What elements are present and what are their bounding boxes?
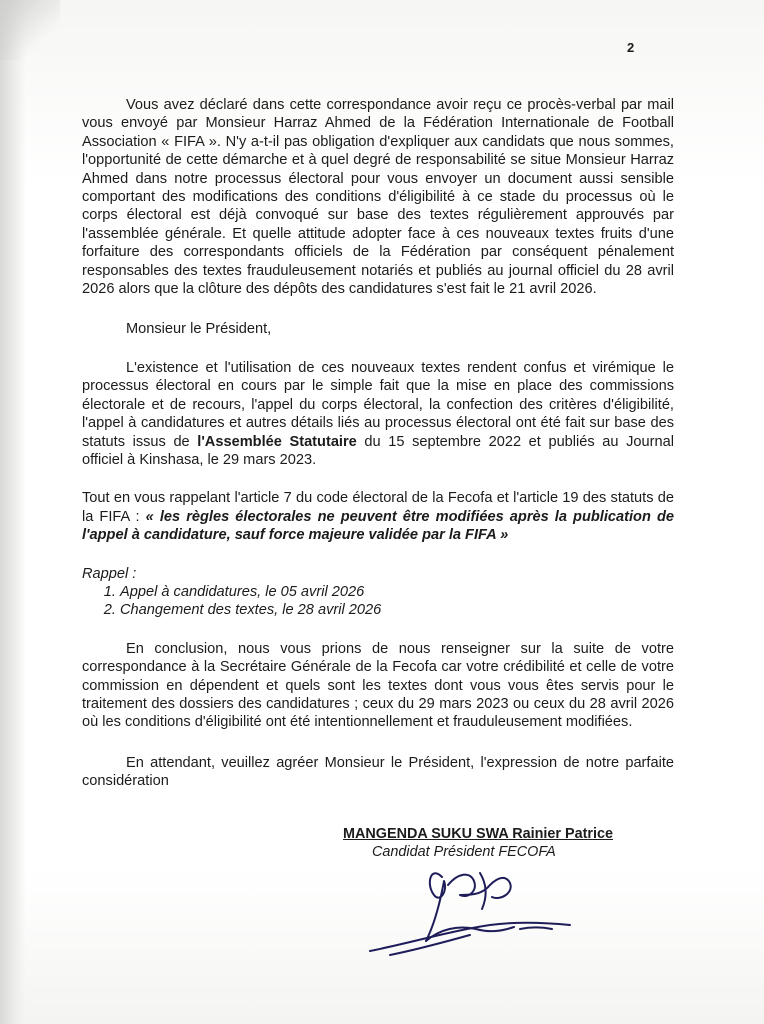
letter-body (82, 96, 674, 791)
paragraph-article-rappel (82, 489, 674, 544)
corner-shadow (0, 0, 60, 60)
paragraph-fifa-mail: Vous avez déclaré dans cette correspondance avoir reçu ce procès-verbal par mail vous envoyé par Monsieur Harraz Ahmed de la Fédération Internationale de Football Association « FIFA ». N'y a-t-il pas obligation d'expliquer aux candidats que nous sommes, l'opportunité de cette démarche et à quel degré de responsabilité se situe Monsieur Harraz Ahmed dans notre processus électoral pour vous envoyer un document aussi sensible comportant des modifications des conditions d'éligibilité à ce stade du processus où le corps électoral est déjà convoqué sur base des textes régulièrement approuvés par l'assemblée générale. Et quelle attitude adopter face à ces nouveaux textes fruits d'une forfaiture des correspondants officiels de la Fédération par conséquent pénalement responsables des textes frauduleusement notariés et publiés au journal officiel du 28 avril 2026 alors que la clôture des dépôts des candidatures s'est fait le 21 avril 2026. (82, 97, 674, 298)
salutation: Monsieur le Président, (126, 321, 272, 338)
paragraph-conclusion: En conclusion, nous vous prions de nous renseigner sur la suite de votre correspondance à la Secrétaire Générale de la Fecofa car votre crédibilité et celle de votre commission en dépendent et quels sont les textes dont vous vous êtes servis pour le traitement des dossiers des candidatures ; ceux du 29 mars 2023 ou ceux du 28 avril 2026 où les conditions d'éligibilité ont été intentionnellement et frauduleusement modifiées. (82, 640, 674, 731)
page-edge-shadow (0, 0, 26, 1024)
paragraph-text-end: du 15 septembre 2022 et publiés au Journal officiel à Kinshasa, le 29 mars 2023. (82, 433, 674, 468)
paragraph-text-start: Tout en vous rappelant l'article 7 du code électoral de la Fecofa et l'article 19 des statuts de la FIFA : (82, 490, 674, 525)
paragraph-existence-textes (82, 359, 674, 469)
assemblee-statutaire-bold: l'Assemblée Statutaire (197, 433, 357, 450)
rappel-title: Rappel : (82, 565, 137, 582)
signatory-name: MANGENDA SUKU SWA Rainier Patrice (343, 826, 614, 842)
signatory-title: Candidat Président FECOFA (372, 844, 556, 860)
fifa-quote: « les règles électorales ne peuvent être modifiées après la publication de l'appel à candidature, sauf force majeure validée par la FIFA » (82, 508, 674, 544)
rappel-item: 2. Changement des textes, le 28 avril 2026 (120, 601, 674, 619)
handwritten-signature (330, 855, 600, 965)
paragraph-text-start: L'existence et l'utilisation de ces nouveaux textes rendent confus et virémique le processus électoral en cours par le simple fait que la mise en place des commissions électorale et de recours, l'appel du corps électoral, la confection des critères d'éligibilité, l'appel à candidatures et autres détails liés au processus électoral ont été fait sur base des statuts issus de (82, 359, 674, 450)
rappel-item: 1. Appel à candidatures, le 05 avril 2026 (120, 583, 674, 601)
paragraph-closing: En attendant, veuillez agréer Monsieur le Président, l'expression de notre parfaite considération (82, 754, 674, 790)
rappel-list (82, 583, 674, 620)
page-number: 2 (627, 40, 635, 55)
